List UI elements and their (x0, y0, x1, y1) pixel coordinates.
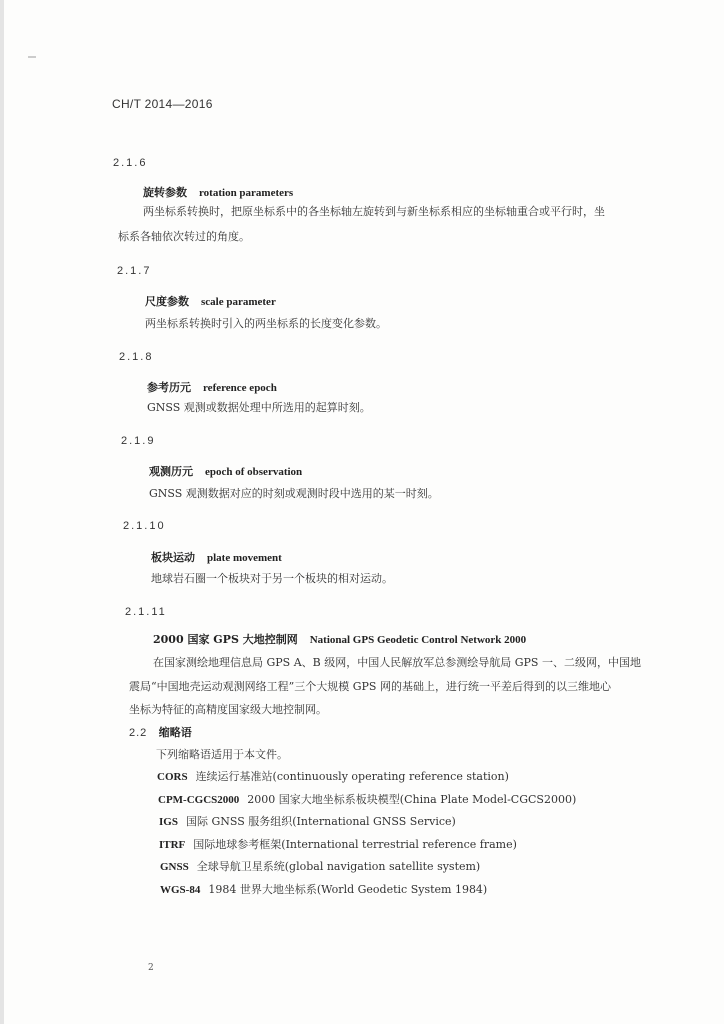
abbreviation-item (159, 813, 456, 829)
term-en: scale parameter (201, 296, 276, 308)
section-number: 2.1.6 (113, 157, 148, 169)
definition-line: 地球岩石圈一个板块对于另一个板块的相对运动。 (151, 572, 393, 585)
section-number: 2.1.10 (123, 520, 166, 532)
abbreviation-item (160, 881, 487, 897)
abbreviations-heading (129, 724, 192, 740)
abbreviations-title: 缩略语 (158, 726, 192, 739)
definition-line: 两坐标系转换时，把原坐标系中的各坐标轴左旋转到与新坐标系相应的坐标轴重合或平行时，坐 (143, 205, 605, 218)
abbreviation-key: IGS (159, 816, 178, 828)
term-cn: 板块运动 (151, 551, 195, 564)
term-en: reference epoch (203, 382, 277, 394)
definition-line: GNSS 观测数据对应的时刻或观测时段中选用的某一时刻。 (149, 487, 439, 500)
definition-line: GNSS 观测或数据处理中所选用的起算时刻。 (147, 401, 371, 414)
term-heading (145, 293, 276, 309)
term-heading (143, 184, 293, 200)
abbreviation-item (158, 791, 576, 807)
definition-line: 标系各轴依次转过的角度。 (118, 230, 250, 243)
standard-code: CH/T 2014—2016 (112, 97, 213, 111)
abbreviation-item (157, 768, 509, 784)
scan-edge (0, 0, 4, 1024)
abbreviation-item (159, 836, 517, 852)
definition-line: 坐标为特征的高精度国家级大地控制网。 (129, 703, 327, 716)
section-number: 2.2 (129, 727, 148, 739)
section-number: 2.1.8 (119, 351, 154, 363)
definition-line: 震局“中国地壳运动观测网络工程”三个大规模 GPS 网的基础上，进行统一平差后得到的以三维地心 (129, 680, 611, 693)
term-heading (147, 379, 277, 395)
term-heading (151, 549, 282, 565)
term-en: National GPS Geodetic Control Network 2000 (309, 634, 527, 646)
scan-mark (28, 56, 36, 58)
abbreviation-key: ITRF (159, 839, 186, 851)
term-en: epoch of observation (205, 466, 303, 478)
abbreviation-desc: 连续运行基准站(continuously operating reference station) (195, 770, 509, 783)
term-en: rotation parameters (199, 187, 294, 199)
term-heading (153, 631, 526, 647)
definition-line: 两坐标系转换时引入的两坐标系的长度变化参数。 (145, 317, 387, 330)
term-cn: 尺度参数 (145, 295, 189, 308)
abbreviation-key: GNSS (160, 861, 189, 873)
abbreviation-desc: 国际地球参考框架(International terrestrial reference frame) (193, 838, 517, 851)
abbreviations-intro: 下列缩略语适用于本文件。 (156, 748, 288, 761)
abbreviation-desc: 1984 世界大地坐标系(World Geodetic System 1984) (208, 883, 488, 896)
definition-line: 在国家测绘地理信息局 GPS A、B 级网，中国人民解放军总参测绘导航局 GPS 一、二级网，中国地 (153, 656, 641, 669)
abbreviation-key: WGS-84 (160, 884, 201, 896)
abbreviation-desc: 国际 GNSS 服务组织(International GNSS Service) (185, 815, 456, 828)
abbreviation-key: CORS (157, 771, 188, 783)
term-cn: 2000 国家 GPS 大地控制网 (153, 633, 298, 646)
section-number: 2.1.9 (121, 435, 156, 447)
page-number: 2 (148, 963, 154, 973)
term-en: plate movement (207, 552, 282, 564)
section-number: 2.1.7 (117, 265, 152, 277)
term-cn: 旋转参数 (143, 186, 187, 199)
term-cn: 观测历元 (149, 465, 193, 478)
term-cn: 参考历元 (147, 381, 191, 394)
abbreviation-desc: 2000 国家大地坐标系板块模型(China Plate Model-CGCS2000) (247, 793, 577, 806)
abbreviation-key: CPM-CGCS2000 (158, 794, 240, 806)
section-number: 2.1.11 (125, 606, 167, 618)
abbreviation-desc: 全球导航卫星系统(global navigation satellite system) (196, 860, 481, 873)
term-heading (149, 463, 302, 479)
abbreviation-item (160, 858, 480, 874)
